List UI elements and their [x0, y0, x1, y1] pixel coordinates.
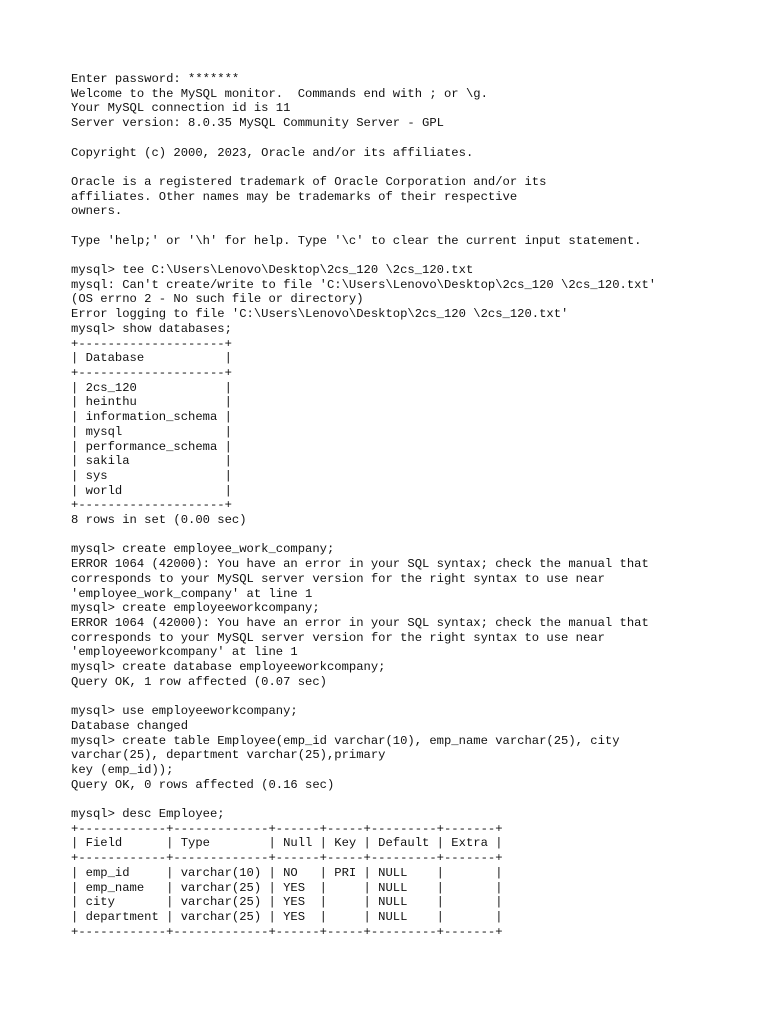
terminal-line: | 2cs_120 | [71, 380, 232, 395]
terminal-line: 8 rows in set (0.00 sec) [71, 513, 247, 528]
terminal-line: Welcome to the MySQL monitor. Commands end with ; or \g. [71, 86, 488, 101]
terminal-line: | sys | [71, 468, 232, 483]
terminal-line: mysql> tee C:\Users\Lenovo\Desktop\2cs_120 \2cs_120.txt [71, 263, 474, 278]
terminal-line [71, 160, 656, 175]
terminal-line: mysql> create employeeworkcompany; [71, 601, 320, 616]
terminal-line: Database changed [71, 718, 189, 733]
terminal-line: Copyright (c) 2000, 2023, Oracle and/or its affiliates. [71, 145, 474, 160]
terminal-line: mysql> desc Employee; [71, 807, 225, 822]
terminal-line: +--------------------+ [71, 498, 232, 513]
terminal-line [71, 792, 656, 807]
terminal-line: | performance_schema | [71, 439, 232, 454]
terminal-line: | heinthu | [71, 395, 232, 410]
terminal-line: Type 'help;' or '\h' for help. Type '\c' to clear the current input statement. [71, 233, 642, 248]
terminal-line: +------------+-------------+------+-----+---------+-------+ [71, 851, 503, 866]
terminal-line: mysql> create database employeeworkcompany; [71, 660, 386, 675]
terminal-line: Query OK, 1 row affected (0.07 sec) [71, 674, 327, 689]
terminal-line: +------------+-------------+------+-----+---------+-------+ [71, 924, 503, 939]
terminal-line: ERROR 1064 (42000): You have an error in your SQL syntax; check the manual that [71, 557, 649, 572]
terminal-line [71, 248, 656, 263]
terminal-line: Enter password: ******* [71, 72, 240, 86]
terminal-line: Error logging to file 'C:\Users\Lenovo\Desktop\2cs_120 \2cs_120.txt' [71, 307, 569, 322]
terminal-line: varchar(25), department varchar(25),primary [71, 748, 386, 763]
terminal-line: | department | varchar(25) | YES | | NULL | | [71, 909, 503, 924]
terminal-line: +--------------------+ [71, 366, 232, 380]
terminal-line: | emp_id | varchar(10) | NO | PRI | NULL | | [71, 865, 503, 880]
terminal-line: | world | [71, 483, 232, 498]
terminal-line: (OS errno 2 - No such file or directory) [71, 292, 364, 307]
terminal-line: mysql> show databases; [71, 321, 232, 336]
terminal-line: | sakila | [71, 454, 232, 469]
terminal-line: mysql> use employeeworkcompany; [71, 704, 298, 719]
terminal-line: | Database | [71, 351, 232, 366]
terminal-line: Your MySQL connection id is 11 [71, 101, 291, 116]
terminal-line: +--------------------+ [71, 336, 232, 351]
terminal-line: 'employee_work_company' at line 1 [71, 586, 313, 601]
terminal-line [71, 131, 656, 146]
terminal-line: mysql> create employee_work_company; [71, 542, 335, 557]
terminal-line: key (emp_id)); [71, 762, 174, 777]
terminal-line: affiliates. Other names may be trademarks of their respective [71, 189, 518, 204]
terminal-line: | information_schema | [71, 410, 232, 425]
terminal-line: 'employeeworkcompany' at line 1 [71, 645, 298, 660]
terminal-line: corresponds to your MySQL server version for the right syntax to use near [71, 571, 605, 586]
terminal-log [71, 72, 656, 939]
terminal-line: | Field | Type | Null | Key | Default | Extra | [71, 836, 503, 851]
terminal-line [71, 528, 656, 543]
terminal-line: +------------+-------------+------+-----+---------+-------+ [71, 821, 503, 836]
terminal-line: mysql: Can't create/write to file 'C:\Users\Lenovo\Desktop\2cs_120 \2cs_120.txt' [71, 277, 657, 292]
terminal-line: | mysql | [71, 424, 232, 439]
terminal-line: Oracle is a registered trademark of Oracle Corporation and/or its [71, 174, 547, 189]
terminal-line [71, 219, 656, 234]
terminal-line: Server version: 8.0.35 MySQL Community Server - GPL [71, 116, 444, 131]
terminal-line: owners. [71, 204, 123, 219]
terminal-line: corresponds to your MySQL server version for the right syntax to use near [71, 630, 605, 645]
terminal-line: | emp_name | varchar(25) | YES | | NULL | | [71, 880, 503, 895]
terminal-line: | city | varchar(25) | YES | | NULL | | [71, 895, 503, 910]
terminal-line [71, 689, 656, 704]
terminal-line: ERROR 1064 (42000): You have an error in your SQL syntax; check the manual that [71, 615, 649, 630]
terminal-line: mysql> create table Employee(emp_id varchar(10), emp_name varchar(25), city [71, 733, 620, 748]
terminal-line: Query OK, 0 rows affected (0.16 sec) [71, 777, 335, 792]
